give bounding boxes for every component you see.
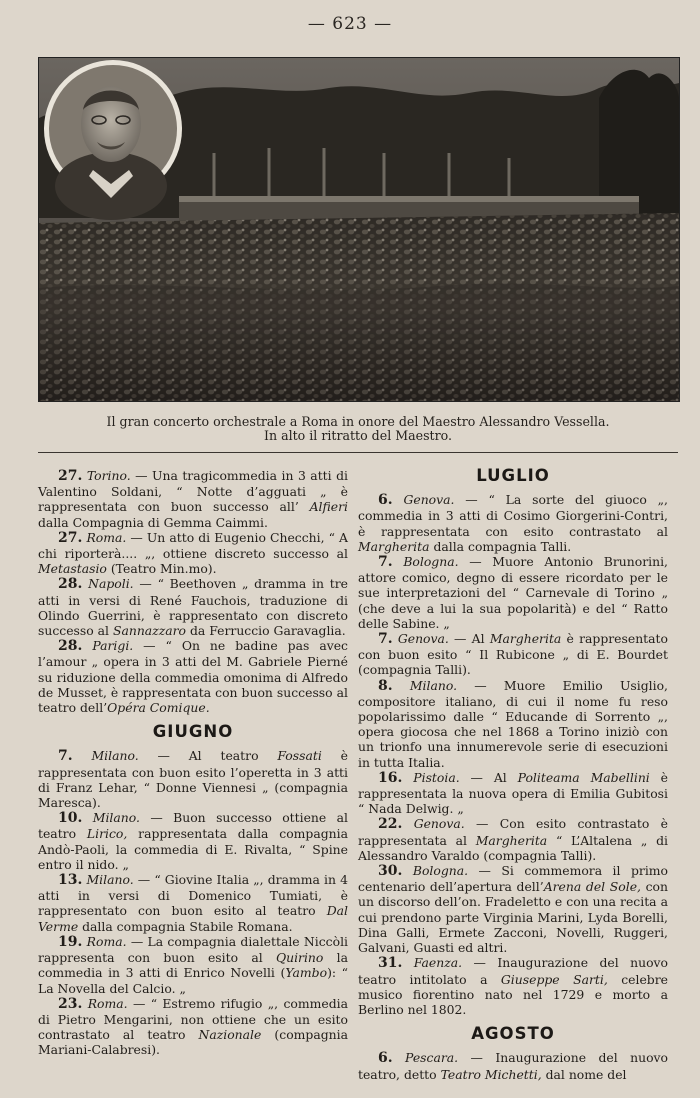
entry-text: — “ On ne badine pas avec l’amour „ opera in 3 atti del M. Gabriele Pierné su riduzione della commedia omonima di Alfredo de Musset, è rappresentata con buon successo al teatro dell’ [38, 638, 348, 716]
entry-day: 6. [378, 1050, 393, 1067]
entry-city: Roma. [86, 933, 127, 949]
left-column [38, 468, 348, 1058]
entry-day: 10. [58, 810, 83, 827]
entry-city: Roma. [87, 995, 128, 1011]
entry-title-italic: Lirico, [86, 826, 128, 842]
entry-day: 7. [58, 748, 73, 765]
entry-title-italic: Margherita [475, 832, 548, 848]
entry-text: dalla compagnia Talli. [429, 538, 572, 554]
month-heading: GIUGNO [152, 722, 234, 742]
chronicle-entry [358, 770, 668, 817]
entry-day: 31. [378, 955, 403, 972]
entry-text: — Muore Emilio Usiglio, compositore italiano, di cui il nome fu reso popolarissimo dalle “ Educande di Sorrento „, opera giocosa che nel 1868 a Torino iniziò con un trionfo una innumerevole serie di esecuzioni in tutta Italia. [358, 677, 668, 770]
entry-text: con un discorso dell’on. Fradeletto e con una recita a cui prendono parte Virginia Marini, Lyda Borelli, Dina Galli, Ermete Zacconi, Novelli, Ruggeri, Galvani, Guasti ed altri. [358, 879, 668, 956]
entry-day: 13. [58, 872, 83, 889]
entry-text: è rappresentata con buon esito l’operetta in 3 atti di Franz Lehar, “ Donne Viennesi „ (compagnia Maresca). [38, 748, 348, 811]
entry-text: — Muore Antonio Brunorini, attore comico, degno di essere ricordato per le sue interpretazioni del “ Carnevale di Torino „ (che deve a lui la sua popolarità) e del “ Ratto delle Sabine. „ [358, 554, 668, 631]
chronicle-entry [358, 554, 668, 631]
entry-text: dalla Compagnia di Gemma Caimmi. [38, 514, 268, 530]
entry-text: — “ Estremo rifugio „, commedia di Pietro Mengarini, non ottiene che un esito contrastato al teatro [38, 995, 348, 1043]
entry-text: — Con esito contrastato è rappresentata al [358, 816, 668, 848]
entry-text: — Inaugurazione del nuovo teatro intitolato a [358, 955, 668, 987]
entry-title-italic: Metastasio [38, 561, 107, 577]
entry-text: — Buon successo ottiene al teatro [38, 810, 348, 842]
entry-text: — Si commemora il primo centenario dell’apertura dell’ [358, 863, 668, 895]
entry-city: Napoli. [88, 576, 134, 592]
chronicle-entry [38, 468, 348, 530]
entry-text: — Al [448, 631, 490, 647]
entry-day: 16. [378, 769, 403, 786]
entry-day: 30. [378, 863, 403, 880]
entry-title-italic: Quirino [275, 950, 324, 966]
entry-title-italic: Alfieri [309, 499, 348, 515]
entry-city: Bologna. [403, 554, 459, 570]
section-divider [38, 452, 678, 453]
entry-text: — “ Giovine Italia „, dramma in 4 atti in versi di Domenico Tumiati, è rappresentato con buon esito al teatro [38, 872, 348, 919]
photo-caption [38, 415, 678, 443]
right-column [358, 468, 668, 1082]
chronicle-entry [38, 872, 348, 934]
entry-text: — “ Beethoven „ dramma in tre atti in versi di René Fauchois, traduzione di Olindo Guerrini, è rappresentato con discreto successo al [38, 576, 348, 639]
entry-title-italic: Politeama Mabellini [517, 769, 650, 785]
chronicle-entry [358, 816, 668, 863]
caption-line-1: Il gran concerto orchestrale a Roma in onore del Maestro Alessandro Vessella. [106, 414, 610, 429]
entry-day: 28. [58, 638, 83, 655]
chronicle-entry [358, 863, 668, 955]
entry-title-italic: Giuseppe Sarti, [500, 971, 608, 987]
entry-text: — La compagnia dialettale Niccòli rappresenta con buon esito al [38, 933, 348, 966]
entry-title-italic: Margherita [358, 538, 430, 554]
entry-city: Bologna. [412, 863, 469, 879]
caption-line-2: In alto il ritratto del Maestro. [264, 428, 452, 443]
entry-city: Milano. [92, 810, 140, 826]
month-heading: AGOSTO [471, 1024, 555, 1044]
entry-city: Milano. [409, 677, 458, 693]
entry-text: (compagnia Mariani-Calabresi). [38, 1027, 348, 1058]
entry-title-italic: Margherita [489, 631, 562, 647]
entry-title-italic: Arena del Sole, [543, 879, 641, 895]
entry-title-italic: Opéra Comique. [107, 700, 210, 716]
entry-text: “ L’Altalena „ di Alessandro Varaldo (compagnia Talli). [358, 832, 669, 863]
entry-text: (Teatro Min.mo). [106, 561, 217, 577]
entry-title-italic: Sannazzaro [112, 623, 187, 639]
entry-city: Faenza. [413, 955, 463, 971]
chronicle-entry [38, 530, 348, 577]
entry-city: Genova. [397, 631, 449, 647]
entry-text: da Ferruccio Garavaglia. [186, 623, 346, 639]
entry-day: 7. [378, 554, 393, 571]
entry-day: 23. [58, 995, 83, 1012]
entry-title-italic: Teatro Michetti, [440, 1066, 542, 1082]
entry-title-italic: Nazionale [198, 1027, 262, 1043]
entry-day: 7. [378, 631, 393, 648]
entry-city: Parigi. [92, 638, 134, 654]
entry-text: dal nome del [541, 1066, 627, 1082]
chronicle-entry [38, 576, 348, 638]
entry-city: Pescara. [405, 1050, 459, 1066]
entry-text: rappresentata dalla compagnia Andò-Paoli, la commedia di E. Rivalta, “ Spine entro il nido. „ [38, 826, 348, 872]
chronicle-entry [38, 638, 348, 715]
entry-title-italic: Yambo [285, 965, 328, 981]
chronicle-entry [358, 955, 668, 1017]
entry-day: 27. [58, 468, 83, 484]
entry-title-italic: Fossati [277, 748, 322, 764]
entry-city: Genova. [403, 492, 455, 508]
chronicle-entry [358, 631, 668, 678]
chronicle-entry [358, 492, 668, 554]
chronicle-entry [358, 678, 668, 770]
entry-city: Milano. [91, 748, 139, 764]
chronicle-entry [38, 810, 348, 872]
concert-photo-image [39, 58, 679, 401]
entry-text: — Al teatro [138, 748, 278, 764]
entry-text: — Una tragicommedia in 3 atti di Valentino Soldani, “ Notte d’agguati „ è rappresentata con buon successo all’ [38, 468, 348, 515]
entry-text: — Al [459, 769, 518, 785]
chronicle-entry [358, 1050, 668, 1081]
entry-text: dalla compagnia Stabile Romana. [78, 918, 293, 934]
entry-city: Torino. [86, 468, 131, 483]
entry-day: 19. [58, 933, 83, 950]
month-heading: LUGLIO [476, 466, 550, 485]
entry-text: la commedia in 3 atti di Enrico Novelli ( [38, 950, 348, 981]
chronicle-entry [38, 996, 348, 1058]
entry-day: 8. [378, 677, 393, 694]
entry-day: 22. [378, 816, 403, 833]
entry-text: è rappresentata la nuova opera di Emilia Gubitosi “ Nada Delwig. „ [358, 769, 668, 817]
entry-text: — Inaugurazione del nuovo teatro, detto [358, 1050, 668, 1082]
entry-text: celebre musico fiorentino nato nel 1729 e morto a Berlino nel 1802. [358, 971, 668, 1017]
entry-day: 28. [58, 576, 83, 593]
entry-text: ): “ La Novella del Calcio. „ [38, 965, 348, 996]
entry-city: Roma. [86, 529, 127, 545]
chronicle-entry [38, 748, 348, 810]
entry-city: Milano. [86, 872, 134, 888]
entry-city: Pistoia. [413, 769, 460, 785]
entry-text: — Un atto di Eugenio Checchi, “ A chi riporterà.... „, ottiene discreto successo al [38, 529, 348, 562]
entry-text: è rappresentato con buon esito “ Il Rubicone „ di E. Bourdet (compagnia Talli). [358, 631, 668, 678]
entry-title-italic: Dal Verme [38, 903, 348, 934]
page-number: — 623 — [307, 14, 393, 34]
entry-text: — “ La sorte del giuoco „, commedia in 3 atti di Cosimo Giorgerini-Contri, è rappresentata con esito contrastato al [358, 492, 668, 539]
chronicle-entry [38, 934, 348, 996]
entry-day: 27. [58, 529, 83, 546]
entry-day: 6. [378, 492, 393, 509]
concert-photo [38, 57, 680, 402]
entry-city: Genova. [413, 816, 465, 832]
